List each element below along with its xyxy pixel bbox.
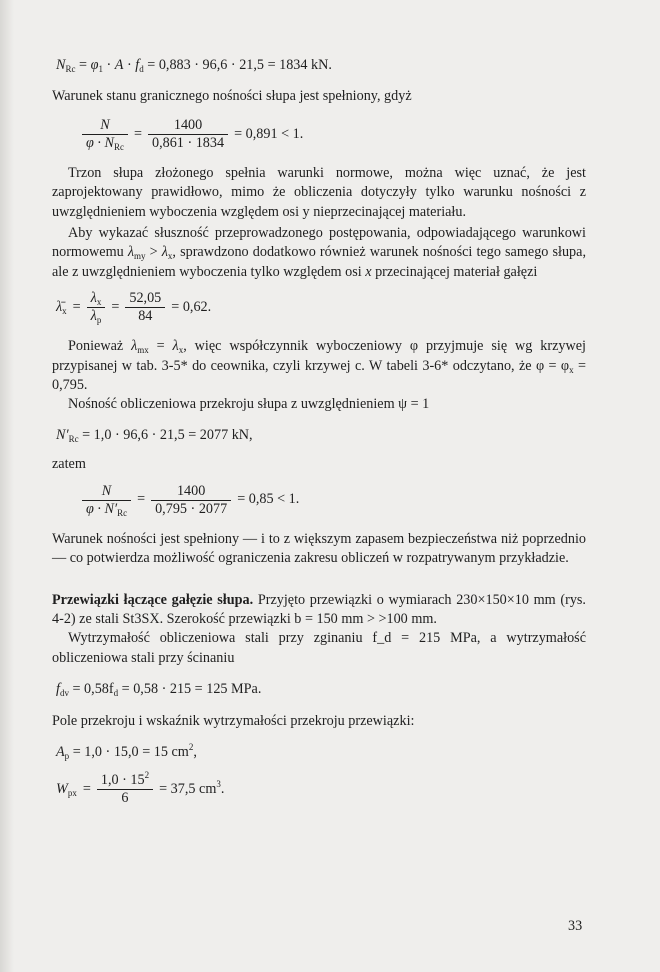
paragraph-4: Ponieważ $\lambda_{mx} = \lambda_x$, więc współczynnik wyboczeniowy φ przyjmuje się wg krzywej przypisanej w tab. 3-5* do ceownika, czyli krzywej c. W tabeli 3-6* odczytano, że $\varphi = \varphi_x = 0,795$. xyxy=(52,338,586,394)
eq5-num-right: 1400 xyxy=(151,483,231,501)
p3-part-b: , sprawdzono dodatkowo również warunek nośności tego samego słupa, ale z uwzględnieniem wyboczenia tylko względem osi xyxy=(52,244,586,280)
eq5-den-left: φ · N′ xyxy=(86,500,118,517)
paragraph-10: Pole przekroju i wskaźnik wytrzymałości przekroju przewiązki: xyxy=(52,712,415,729)
eq7-rest: = 1,0 · 15,0 = 15 cm xyxy=(69,743,189,760)
equation-nrc: $N_{Rc} = \varphi_1 \cdot A \cdot f_d = 0,883 \cdot 96,6 \cdot 21,5 = 1834$ kN. xyxy=(56,57,332,74)
p4-part-a: Ponieważ xyxy=(68,338,132,355)
paragraph-6: zatem xyxy=(52,456,86,473)
p4-part-b: , więc współczynnik wyboczeniowy φ przyjmuje się wg krzywej przypisanej w tab. 3-5* do ceownika, czyli krzywej c. W tabeli 3-6* odczytano, że φ = φ xyxy=(52,338,586,374)
eq8-result: = 37,5 cm xyxy=(159,781,217,798)
eq2-den-left-sub: Rc xyxy=(113,141,124,152)
page-content xyxy=(52,56,586,807)
eq8-num: 1,0 · 15 xyxy=(100,772,145,789)
paragraph-9: Wytrzymałość obliczeniowa stali przy zginaniu f_d = 215 MPa, a wytrzymałość obliczeniowa stali przy ścinaniu xyxy=(52,630,586,666)
paragraph-1: Warunek stanu granicznego nośności słupa jest spełniony, gdyż xyxy=(52,88,412,105)
eq5-den-left-sub: Rc xyxy=(117,507,128,518)
eq7-sup: 2 xyxy=(188,741,194,752)
eq7-tail: , xyxy=(193,743,197,760)
equation-ap: $A_p = 1,0 \cdot 15,0 = 15$ $cm^2$, xyxy=(56,741,197,761)
eq5-result: = 0,85 < 1. xyxy=(237,491,300,508)
eq8-tail: . xyxy=(220,781,225,798)
eq4-rest: = 1,0 · 96,6 · 21,5 = 2077 kN, xyxy=(78,426,253,443)
eq2-den-right: 0,861 · 1834 xyxy=(151,134,225,151)
paragraph-8 xyxy=(52,591,586,630)
eq1-phi-sub: 1 xyxy=(98,64,103,74)
equation-fdv: $f_{dv} = 0,58f_d = 0,58 \cdot 215 = 125$ MPa. xyxy=(56,681,262,699)
equation-wpx: $W_{px}$ = $\frac{1,0 \cdot 15^2}{6}$ = 37,5 $cm^3$. xyxy=(56,770,225,807)
eq2-den-left: φ · N xyxy=(86,134,114,151)
eq3-den: 84 xyxy=(138,308,153,325)
equation-ratio-2: $\frac{N}{\varphi \cdot N'_{Rc}}$ = $\frac{1400}{0,795 \cdot 2077}$ = 0,85 < 1. xyxy=(82,483,586,518)
paragraph-3: Aby wykazać słuszność przeprowadzonego postępowania, odpowiadającego warunkowi normowemu $\lambda_{my} > \lambda_x$, sprawdzono dodatkowo również warunek nośności tego samego słupa, ale z uwzględnieniem wyboczenia tylko względem osi x przecinającej materiał gałęzi xyxy=(52,225,586,280)
eq1-rest: = 0,883 · 96,6 · 21,5 = 1834 kN. xyxy=(143,57,332,73)
eq8-den: 6 xyxy=(121,790,129,807)
eq6-rest: = 0,58f xyxy=(68,681,114,698)
eq8-num-sup: 2 xyxy=(144,770,150,781)
eq3-num: 52,05 xyxy=(125,290,165,308)
p3-part-a: Aby wykazać słuszność przeprowadzonego postępowania, odpowiadającego warunkowi normowemu xyxy=(52,225,586,261)
paragraph-7: Warunek nośności jest spełniony — i to z większym zapasem bezpieczeństwa niż poprzednio — co potwierdza możliwość ograniczenia zakresu obliczeń w rozpatrywanym przykładzie. xyxy=(52,530,586,567)
equation-lambda-bar: $\lambdā_x$ = $\frac{\lambda_x}{\lambda_p}$ = $\frac{52,05}{84}$ = 0,62. xyxy=(56,290,212,326)
eq5-num-left: N xyxy=(82,483,131,501)
eq8-sup: 3 xyxy=(216,779,221,790)
eq2-result: = 0,891 < 1. xyxy=(234,125,304,142)
paragraph-2: Trzon słupa złożonego spełnia warunki normowe, można więc uznać, że jest zaprojektowany prawidłowo, mimo że obliczenia dotyczyły tylko warunku nośności z uwzględnieniem wyboczenia względem osi y nieprzecinającej materiału. xyxy=(52,164,586,220)
eq2-num-right: 1400 xyxy=(148,117,228,135)
eq6-rest2: = 0,58 · 215 = 125 MPa. xyxy=(118,681,262,698)
eq1-lhs-sub: Rc xyxy=(65,64,76,74)
eq2-num-left: N xyxy=(82,117,128,135)
eq3-result: = 0,62. xyxy=(171,299,212,316)
p3-part-c: przecinającej materiał gałęzi xyxy=(371,263,538,280)
section-heading: Przewiązki łączące gałęzie słupa. xyxy=(52,591,254,608)
equation-ratio-1: $\frac{N}{\varphi \cdot N_{Rc}}$ = $\frac{1400}{0,861 \cdot 1834}$ = 0,891 < 1. xyxy=(82,117,586,152)
equation-nrc-prime: $N'_{Rc} = 1,0 \cdot 96,6 \cdot 21,5 = 2077$ kN, xyxy=(56,426,253,444)
p8-text: Przyjęto przewiązki o wymiarach 230×150×10 mm (rys. 4-2) ze stali St3SX. Szerokość przewiązki b = 150 mm > >100 mm. xyxy=(52,591,586,627)
page-number: 33 xyxy=(568,918,583,934)
page-binding-edge xyxy=(0,0,14,972)
paragraph-5: Nośność obliczeniowa przekroju słupa z uwzględnieniem ψ = 1 xyxy=(68,396,430,413)
eq5-den-right: 0,795 · 2077 xyxy=(155,500,228,517)
eq1-lhs: N xyxy=(56,57,66,73)
p4-part-c: = 0,795. xyxy=(52,357,586,394)
